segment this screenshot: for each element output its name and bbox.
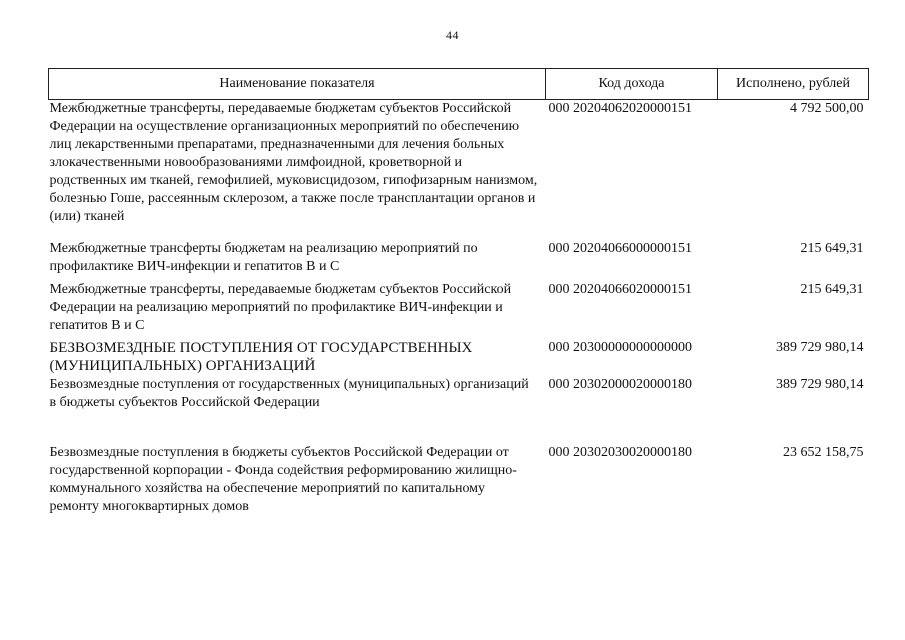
- executed-amount: 23 652 158,75: [783, 445, 864, 460]
- table-row: [49, 339, 869, 376]
- revenue-code: 000 20204062020000151: [548, 101, 692, 116]
- table-row: [49, 281, 869, 339]
- indicator-name: Безвозмездные поступления в бюджеты субъектов Российской Федерации от государственной корпорации - Фонда содействия реформированию жилищно-коммунального хозяйства на обеспечение мероприятий по капитальному ремонту многоквартирных домов: [49, 445, 517, 514]
- revenue-code: 000 20302000020000180: [548, 377, 692, 392]
- table-row: [49, 235, 869, 281]
- executed-amount: 215 649,31: [800, 282, 864, 297]
- table-row: [49, 444, 869, 516]
- indicator-name: Межбюджетные трансферты, передаваемые бюджетам субъектов Российской Федерации на осуществление организационных мероприятий по обеспечению лиц лекарственными препаратами, предназначенными для лечения больных злокачественными новообразованиями лимфоидной, кроветворной и родственных им тканей, гемофилией, муковисцидозом, гипофизарным нанизмом, болезнью Гоше, рассеянным склерозом, а также после трансплантации органов и (или) тканей: [49, 101, 538, 224]
- executed-amount: 389 729 980,14: [776, 377, 864, 392]
- table-row: [49, 100, 869, 236]
- page-number: 44: [446, 28, 459, 42]
- revenue-code: 000 20204066020000151: [548, 282, 692, 297]
- revenue-code: 000 20302030020000180: [548, 445, 692, 460]
- indicator-name: Безвозмездные поступления от государственных (муниципальных) организаций в бюджеты субъектов Российской Федерации: [49, 377, 529, 410]
- column-header-name: Наименование показателя: [49, 69, 546, 100]
- executed-amount: 215 649,31: [800, 241, 864, 256]
- indicator-name: Межбюджетные трансферты бюджетам на реализацию мероприятий по профилактике ВИЧ-инфекции и гепатитов В и С: [49, 241, 478, 274]
- table-row: [49, 376, 869, 444]
- executed-amount: 4 792 500,00: [790, 101, 864, 116]
- table-header-row: [49, 69, 869, 100]
- column-header-amount: Исполнено, рублей: [718, 69, 869, 100]
- revenue-table: [48, 68, 869, 516]
- revenue-code: 000 20204066000000151: [548, 241, 692, 256]
- indicator-name: БЕЗВОЗМЕЗДНЫЕ ПОСТУПЛЕНИЯ ОТ ГОСУДАРСТВЕННЫХ (МУНИЦИПАЛЬНЫХ) ОРГАНИЗАЦИЙ: [49, 340, 473, 374]
- executed-amount: 389 729 980,14: [776, 340, 864, 355]
- column-header-code: Код дохода: [546, 69, 718, 100]
- revenue-code: 000 20300000000000000: [548, 340, 692, 355]
- indicator-name: Межбюджетные трансферты, передаваемые бюджетам субъектов Российской Федерации на реализацию мероприятий по профилактике ВИЧ-инфекции и гепатитов В и С: [49, 282, 512, 333]
